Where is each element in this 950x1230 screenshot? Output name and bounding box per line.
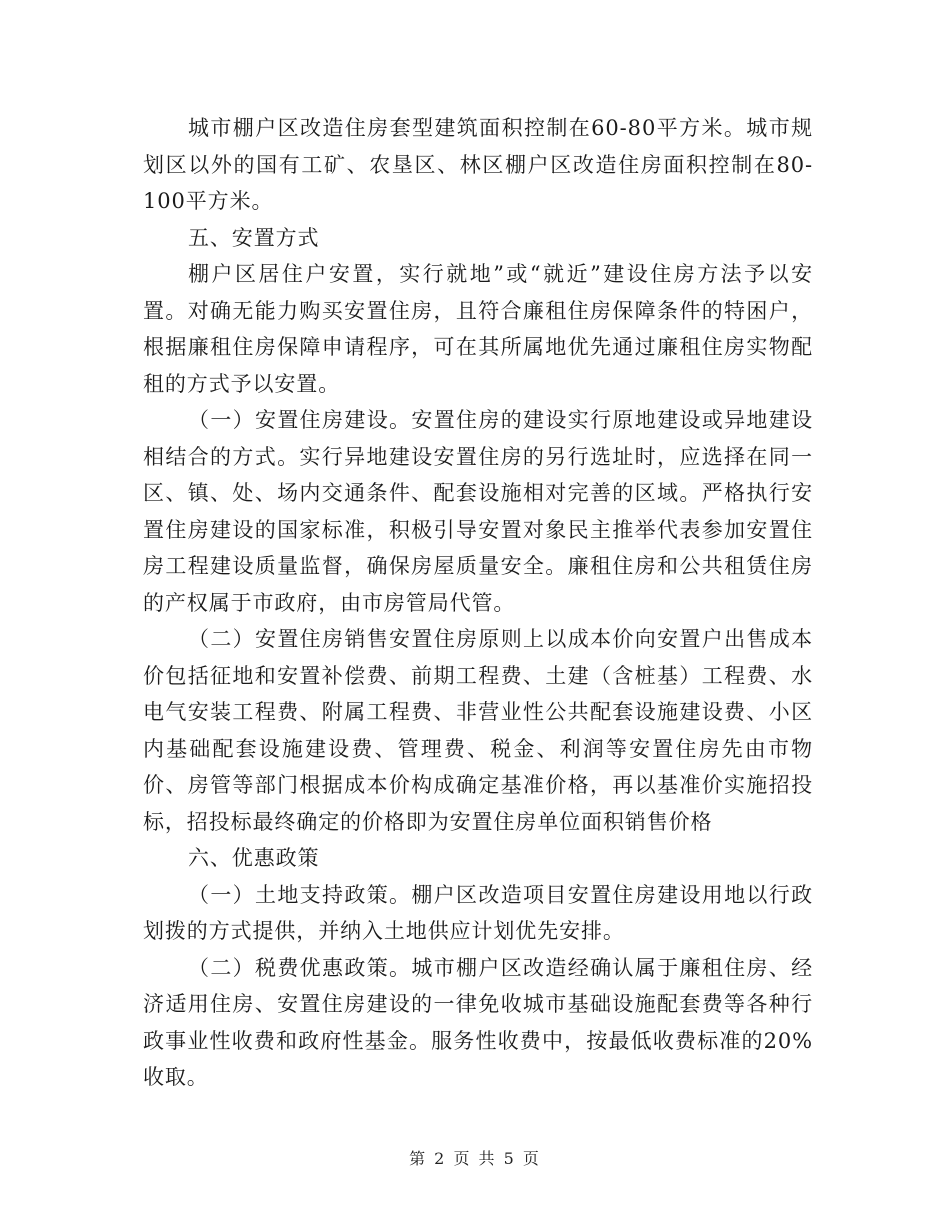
- paragraph-land-support: （一）土地支持政策。棚户区改造项目安置住房建设用地以行政划拨的方式提供，并纳入土地供应计划优先安排。: [143, 882, 813, 943]
- paragraph-housing-sales: （二）安置住房销售安置住房原则上以成本价向安置户出售成本价包括征地和安置补偿费、前期工程费、土建（含桩基）工程费、水电气安装工程费、附属工程费、非营业性公共配套设施建设费、小区内基础配套设施建设费、管理费、税金、利润等安置住房先由市物价、房管等部门根据成本价构成确定基准价格，再以基准价实施招投标，招投标最终确定的价格即为安置住房单位面积销售价格: [143, 627, 813, 834]
- paragraph-housing-area: 城市棚户区改造住房套型建筑面积控制在60-80平方米。城市规划区以外的国有工矿、农垦区、林区棚户区改造住房面积控制在80-100平方米。: [143, 116, 813, 213]
- page-number-footer: 第 2 页 共 5 页: [409, 1149, 541, 1168]
- paragraph-resettlement-method: 棚户区居住户安置，实行就地”或“就近”建设住房方法予以安置。对确无能力购买安置住房，且符合廉租住房保障条件的特困户，根据廉租住房保障申请程序，可在其所属地优先通过廉租住房实物配租的方式予以安置。: [143, 262, 813, 396]
- paragraph-housing-construction: （一）安置住房建设。安置住房的建设实行原地建设或异地建设相结合的方式。实行异地建设安置住房的另行选址时，应选择在同一区、镇、处、场内交通条件、配套设施相对完善的区域。严格执行安置住房建设的国家标准，积极引导安置对象民主推举代表参加安置住房工程建设质量监督，确保房屋质量安全。廉租住房和公共租赁住房的产权属于市政府，由市房管局代管。: [143, 408, 813, 615]
- paragraph-tax-preference: （二）税费优惠政策。城市棚户区改造经确认属于廉租住房、经济适用住房、安置住房建设的一律免收城市基础设施配套费等各种行政事业性收费和政府性基金。服务性收费中，按最低收费标准的20%收取。: [143, 955, 813, 1089]
- section-heading-resettlement: 五、安置方式: [188, 225, 320, 250]
- section-heading-preferential-policy: 六、优惠政策: [188, 846, 320, 870]
- document-body: [143, 110, 813, 1096]
